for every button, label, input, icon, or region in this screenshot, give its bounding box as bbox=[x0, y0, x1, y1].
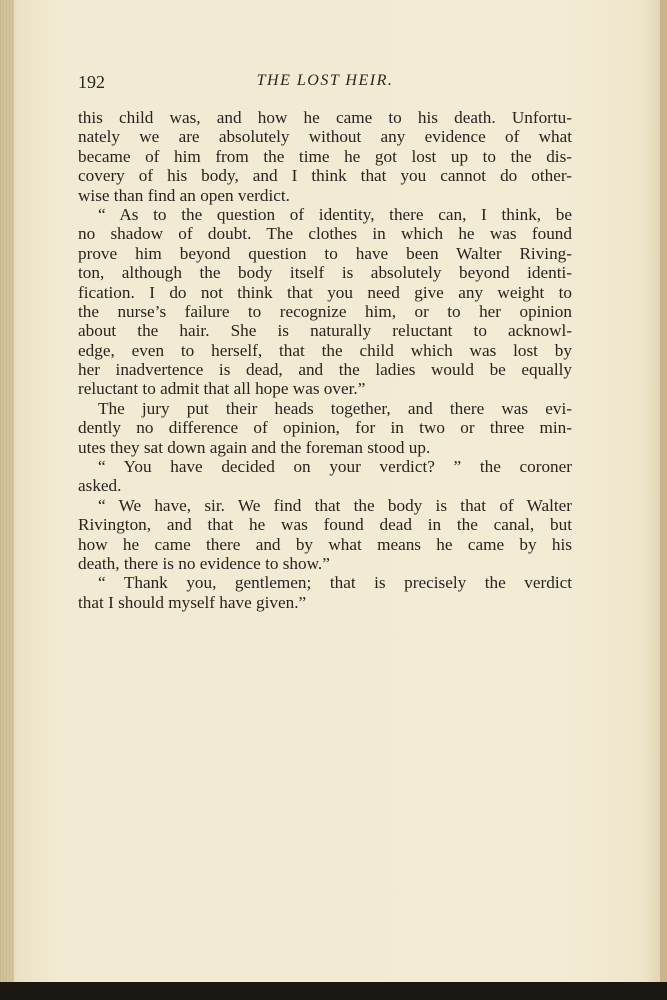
text-line: covery of his body, and I think that you cannot do other- bbox=[78, 166, 572, 186]
text-line: how he came there and by what means he came by his bbox=[78, 534, 572, 554]
text-line: edge, even to herself, that the child which was lost by bbox=[78, 340, 572, 360]
text-line: The jury put their heads together, and there was evi- bbox=[98, 398, 572, 418]
text-line: nately we are absolutely without any evidence of what bbox=[78, 127, 572, 147]
text-line: prove him beyond question to have been Walter Riving- bbox=[78, 243, 572, 263]
text-line: reluctant to admit that all hope was over.” bbox=[78, 379, 366, 399]
text-line: Rivington, and that he was found dead in the canal, but bbox=[78, 515, 572, 535]
scan-bottom-border bbox=[0, 982, 667, 1000]
text-line: death, there is no evidence to show.” bbox=[78, 553, 330, 573]
text-line: asked. bbox=[78, 476, 122, 496]
text-line: this child was, and how he came to his death. Unfortu- bbox=[78, 108, 572, 127]
text-line: dently no difference of opinion, for in two or three min- bbox=[78, 418, 572, 438]
text-line: that I should myself have given.” bbox=[78, 592, 307, 612]
page-edge bbox=[0, 0, 14, 982]
page-header bbox=[78, 72, 572, 96]
text-line: fication. I do not think that you need give any weight to bbox=[78, 282, 572, 302]
running-title: THE LOST HEIR. bbox=[256, 72, 394, 89]
text-line: utes they sat down again and the foreman stood up. bbox=[78, 437, 431, 457]
text-line: ton, although the body itself is absolutely beyond identi- bbox=[78, 263, 572, 283]
body-text bbox=[78, 108, 572, 612]
page-number: 192 bbox=[78, 72, 105, 92]
text-line: “ We have, sir. We find that the body is that of Walter bbox=[98, 495, 572, 515]
text-line: wise than find an open verdict. bbox=[78, 185, 290, 205]
text-line: “ You have decided on your verdict? ” the coroner bbox=[98, 457, 572, 477]
right-edge bbox=[660, 0, 667, 1000]
text-line: “ Thank you, gentlemen; that is precisely the verdict bbox=[98, 573, 572, 593]
text-line: her inadvertence is dead, and the ladies would be equally bbox=[78, 360, 572, 380]
text-line: “ As to the question of identity, there can, I think, be bbox=[98, 204, 572, 224]
text-line: about the hair. She is naturally reluctant to acknowl- bbox=[78, 321, 572, 341]
text-line: no shadow of doubt. The clothes in which he was found bbox=[78, 224, 572, 244]
text-line: became of him from the time he got lost up to the dis- bbox=[78, 146, 572, 166]
text-line: the nurse’s failure to recognize him, or to her opinion bbox=[78, 301, 572, 321]
